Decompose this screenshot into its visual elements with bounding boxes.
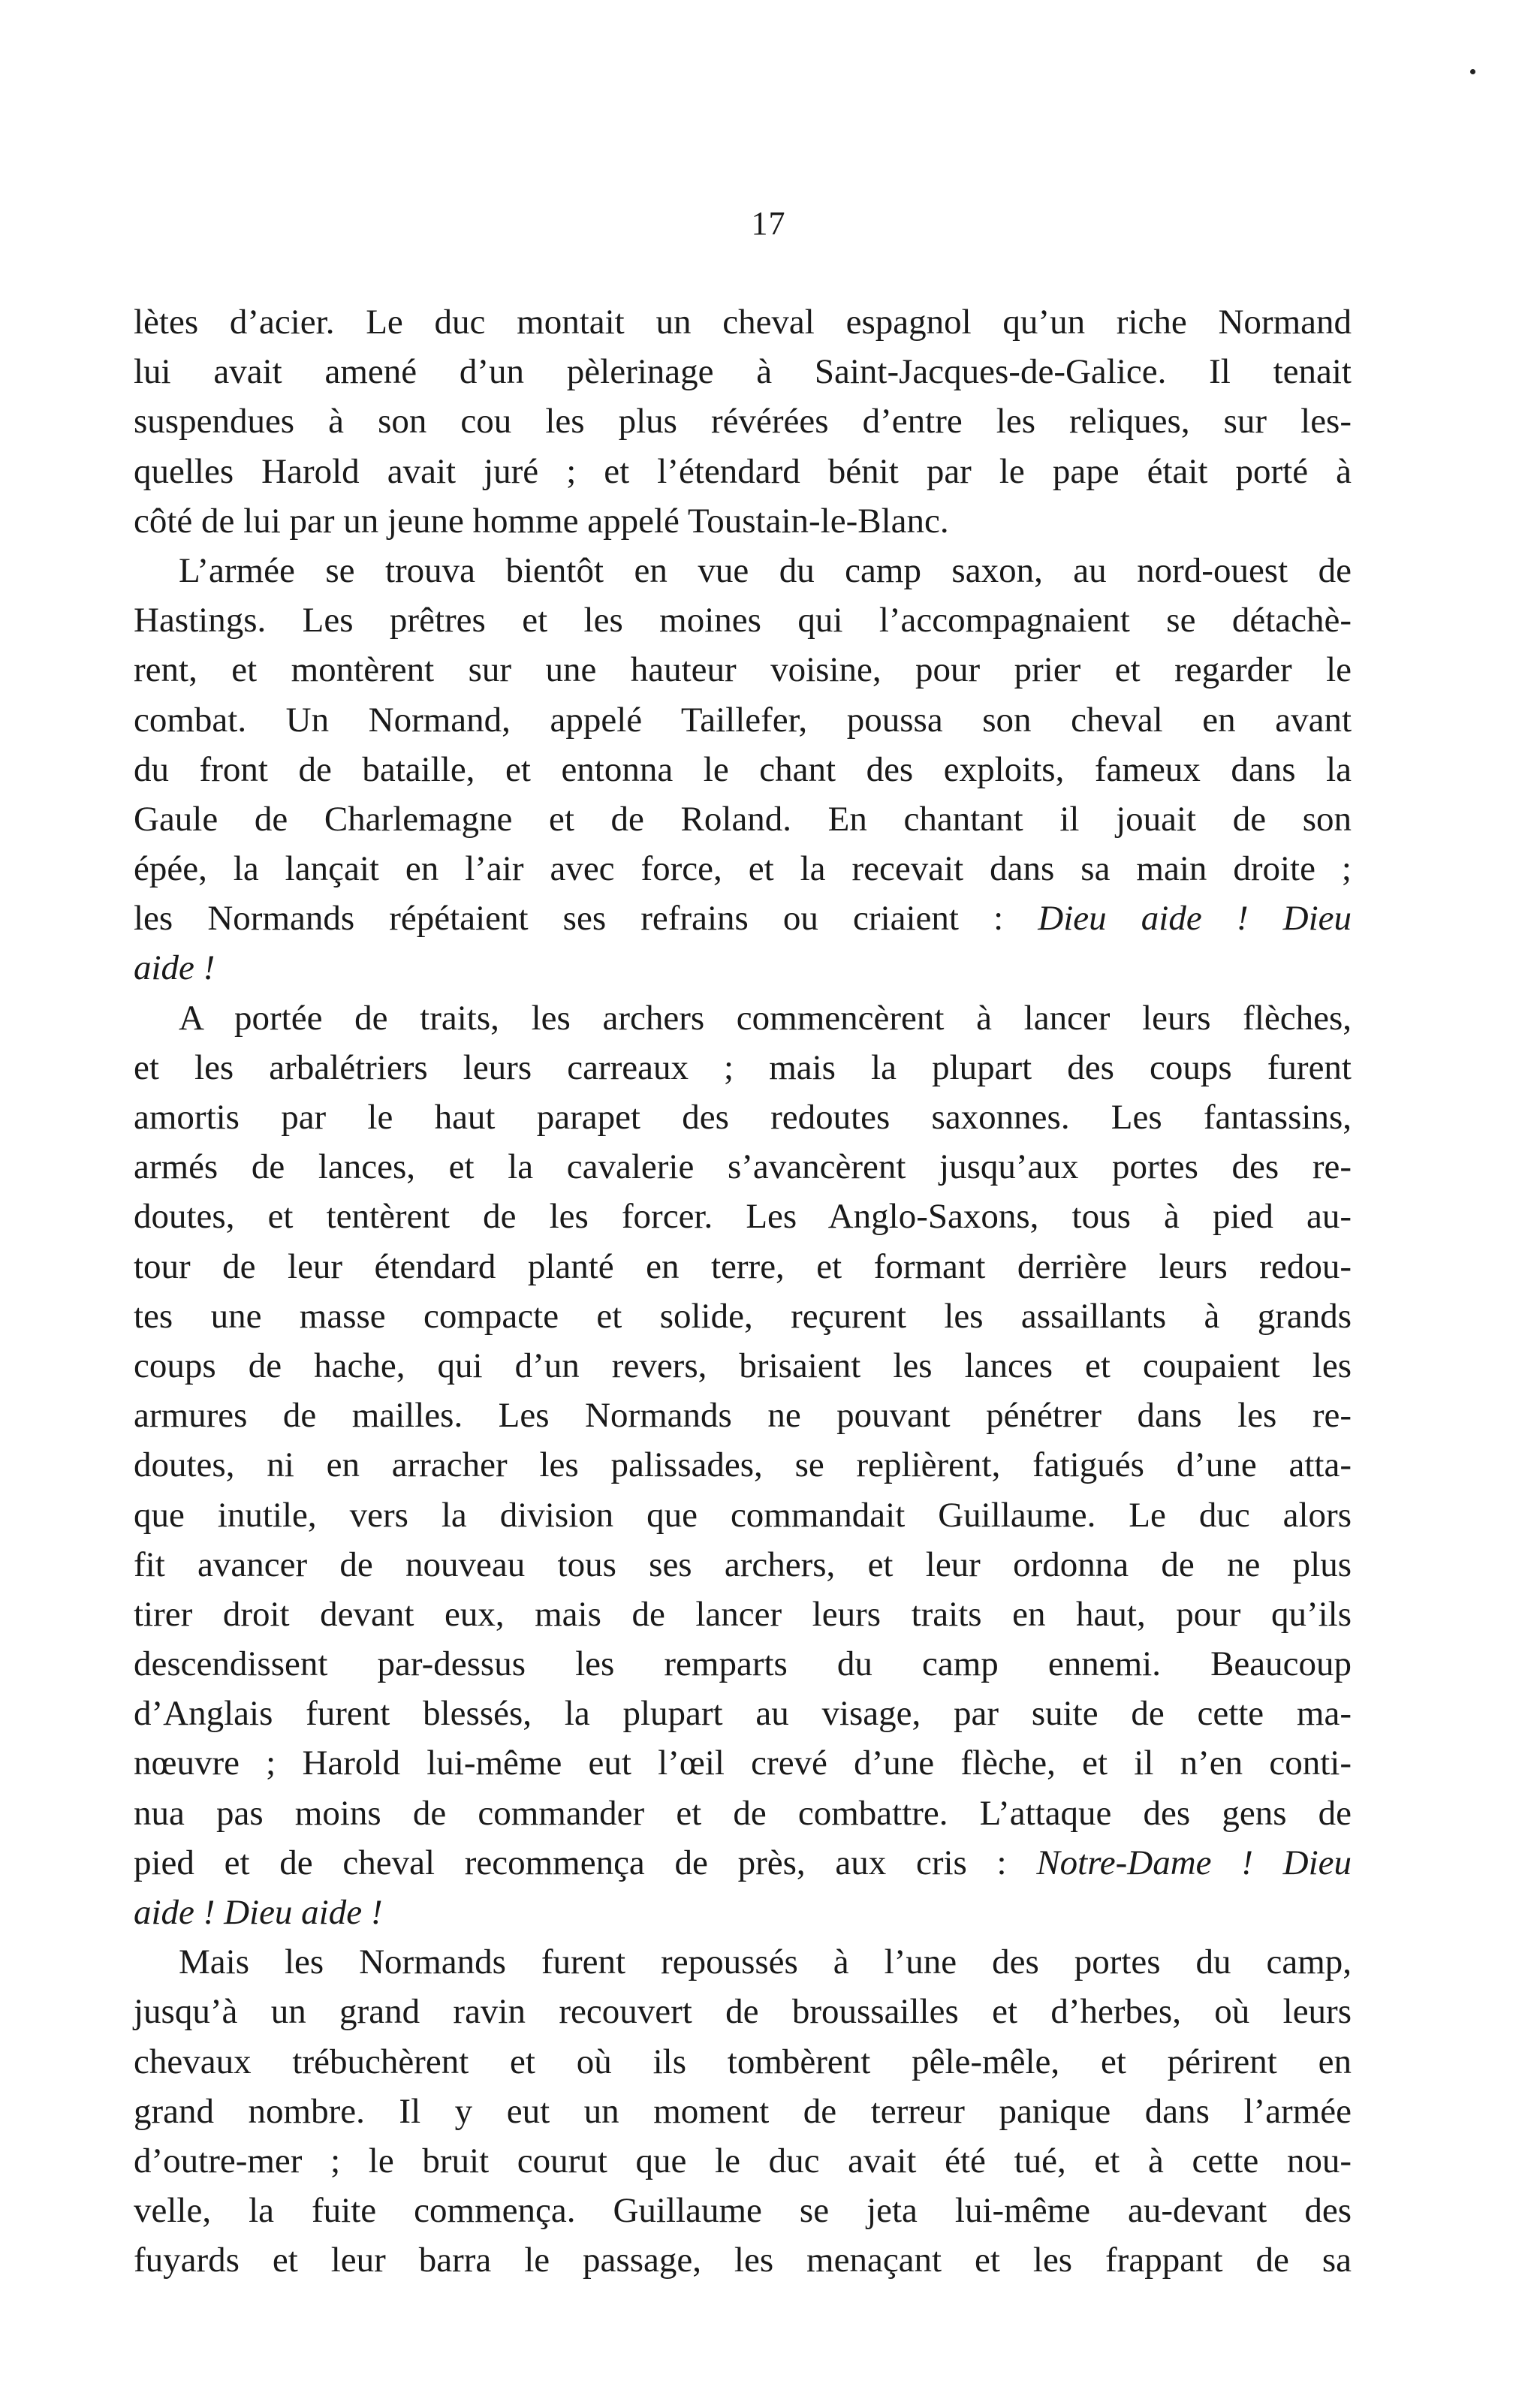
text-segment: descendissent par-dessus les remparts du camp ennemi. Beaucoup <box>134 1644 1352 1684</box>
text-line <box>134 347 1352 396</box>
text-line <box>134 595 1352 645</box>
text-line <box>134 2186 1352 2235</box>
text-segment: tes une masse compacte et solide, reçurent les assaillants à grands <box>134 1296 1352 1336</box>
text-line <box>134 2136 1352 2186</box>
text-line <box>134 943 1352 993</box>
text-segment: combat. Un Normand, appelé Taillefer, poussa son cheval en avant <box>134 700 1352 740</box>
text-line <box>134 496 1352 546</box>
text-line <box>134 1043 1352 1092</box>
text-line <box>134 1242 1352 1291</box>
text-segment: les Normands répétaient ses refrains ou criaient : <box>134 899 1038 939</box>
text-line <box>134 1987 1352 2036</box>
text-segment: lui avait amené d’un pèlerinage à Saint-Jacques-de-Galice. Il tenait <box>134 352 1352 392</box>
text-line <box>134 1590 1352 1639</box>
italic-text-segment: aide ! Dieu aide ! <box>134 1893 383 1932</box>
text-line <box>134 1440 1352 1490</box>
text-line <box>134 1789 1352 1838</box>
text-line <box>134 1540 1352 1590</box>
text-segment: chevaux trébuchèrent et où ils tombèrent pêle-mêle, et périrent en <box>134 2042 1352 2081</box>
text-segment: épée, la lançait en l’air avec force, et la recevait dans sa main droite ; <box>134 849 1352 889</box>
text-line <box>134 794 1352 844</box>
text-segment: tour de leur étendard planté en terre, et formant derrière leurs redou- <box>134 1246 1352 1286</box>
text-segment: nœuvre ; Harold lui-même eut l’œil crevé d’une flèche, et il n’en conti- <box>134 1743 1352 1783</box>
text-line <box>134 546 1352 595</box>
text-line <box>134 745 1352 794</box>
text-line <box>134 1291 1352 1341</box>
text-segment: doutes, ni en arracher les palissades, se replièrent, fatigués d’une atta- <box>134 1445 1352 1485</box>
text-line <box>134 645 1352 695</box>
text-segment: lètes d’acier. Le duc montait un cheval espagnol qu’un riche Normand <box>134 303 1352 342</box>
text-segment: Mais les Normands furent repoussés à l’une des portes du camp, <box>179 1942 1352 1982</box>
text-segment: du front de bataille, et entonna le chant des exploits, fameux dans la <box>134 749 1352 789</box>
text-segment: fuyards et leur barra le passage, les menaçant et les frappant de sa <box>134 2241 1352 2280</box>
italic-text-segment: Dieu aide ! Dieu <box>1038 899 1352 939</box>
text-line <box>134 894 1352 943</box>
text-segment: suspendues à son cou les plus révérées d’entre les reliques, sur les- <box>134 402 1352 442</box>
text-segment: et les arbalétriers leurs carreaux ; mais la plupart des coups furent <box>134 1047 1352 1087</box>
text-line <box>134 1639 1352 1689</box>
text-segment: quelles Harold avait juré ; et l’étendard bénit par le pape était porté à <box>134 451 1352 491</box>
text-segment: L’armée se trouva bientôt en vue du camp saxon, au nord-ouest de <box>179 550 1352 590</box>
text-segment: Hastings. Les prêtres et les moines qui l’accompagnaient se détachè- <box>134 601 1352 640</box>
text-line <box>134 447 1352 496</box>
text-segment: jusqu’à un grand ravin recouvert de broussailles et d’herbes, où leurs <box>134 1992 1352 2032</box>
body-text <box>134 297 1352 2286</box>
italic-text-segment: aide ! <box>134 948 215 988</box>
text-segment: d’Anglais furent blessés, la plupart au visage, par suite de cette ma- <box>134 1694 1352 1734</box>
text-segment: amortis par le haut parapet des redoutes saxonnes. Les fantassins, <box>134 1098 1352 1137</box>
text-line <box>134 2037 1352 2087</box>
text-line <box>134 1937 1352 1987</box>
text-line <box>134 993 1352 1043</box>
text-line <box>134 1341 1352 1391</box>
text-line <box>134 1738 1352 1788</box>
text-line <box>134 695 1352 745</box>
text-line <box>134 1192 1352 1241</box>
text-line <box>134 1142 1352 1192</box>
text-line <box>134 1888 1352 1937</box>
text-line <box>134 1689 1352 1738</box>
text-line <box>134 2235 1352 2285</box>
text-segment: doutes, et tentèrent de les forcer. Les Anglo-Saxons, tous à pied au- <box>134 1197 1352 1237</box>
text-segment: d’outre-mer ; le bruit courut que le duc avait été tué, et à cette nou- <box>134 2141 1352 2180</box>
text-segment: coups de hache, qui d’un revers, brisaient les lances et coupaient les <box>134 1346 1352 1385</box>
text-segment: tirer droit devant eux, mais de lancer leurs traits en haut, pour qu’ils <box>134 1594 1352 1634</box>
text-line <box>134 844 1352 894</box>
text-line <box>134 1391 1352 1440</box>
text-segment: Gaule de Charlemagne et de Roland. En chantant il jouait de son <box>134 799 1352 839</box>
text-segment: fit avancer de nouveau tous ses archers, et leur ordonna de ne plus <box>134 1545 1352 1584</box>
italic-text-segment: Notre-Dame ! Dieu <box>1036 1843 1352 1882</box>
text-segment: nua pas moins de commander et de combattre. L’attaque des gens de <box>134 1793 1352 1833</box>
text-segment: côté de lui par un jeune homme appelé Toustain-le-Blanc. <box>134 501 949 541</box>
text-segment: armés de lances, et la cavalerie s’avancèrent jusqu’aux portes des re- <box>134 1147 1352 1187</box>
text-line <box>134 1490 1352 1540</box>
text-segment: rent, et montèrent sur une hauteur voisine, pour prier et regarder le <box>134 650 1352 690</box>
text-line <box>134 2087 1352 2136</box>
text-line <box>134 1838 1352 1888</box>
text-segment: A portée de traits, les archers commencèrent à lancer leurs flèches, <box>179 998 1352 1038</box>
text-line <box>134 396 1352 446</box>
page-number: 17 <box>751 205 786 242</box>
text-line <box>134 297 1352 347</box>
text-segment: grand nombre. Il y eut un moment de terreur panique dans l’armée <box>134 2091 1352 2131</box>
text-segment: velle, la fuite commença. Guillaume se jeta lui-même au-devant des <box>134 2191 1352 2231</box>
text-segment: armures de mailles. Les Normands ne pouvant pénétrer dans les re- <box>134 1396 1352 1436</box>
text-segment: que inutile, vers la division que commandait Guillaume. Le duc alors <box>134 1495 1352 1535</box>
ink-speck <box>1470 69 1475 74</box>
text-segment: pied et de cheval recommença de près, aux cris : <box>134 1843 1037 1882</box>
text-line <box>134 1092 1352 1142</box>
